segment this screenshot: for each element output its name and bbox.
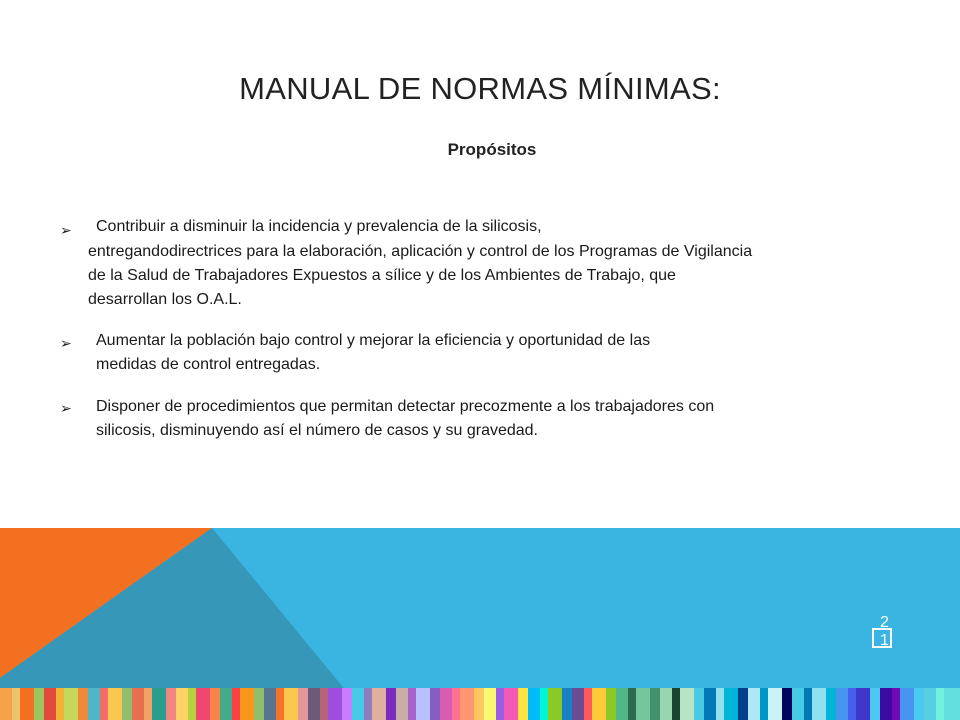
bullet-line: Aumentar la población bajo control y mejorar la eficiencia y oportunidad de las bbox=[96, 332, 651, 349]
arrow-bullet-icon: ➢ bbox=[60, 400, 72, 416]
arrow-bullet-icon: ➢ bbox=[60, 222, 72, 238]
bullet-line: de la Salud de Trabajadores Expuestos a sílice y de los Ambientes de Trabajo, que bbox=[88, 267, 676, 284]
bullet-line: Contribuir a disminuir la incidencia y prevalencia de la silicosis, bbox=[96, 218, 542, 235]
footer-decoration bbox=[0, 528, 960, 720]
slide-subtitle: Propósitos bbox=[447, 140, 537, 159]
bullet-line: medidas de control entregadas. bbox=[96, 356, 321, 373]
slide-number-top: 2 bbox=[880, 614, 889, 631]
footer-color-stripes bbox=[0, 688, 960, 720]
bullet-line: desarrollan los O.A.L. bbox=[88, 291, 242, 308]
bullet-line: silicosis, disminuyendo así el número de casos y su gravedad. bbox=[96, 422, 538, 439]
slide-title: MANUAL DE NORMAS MÍNIMAS: bbox=[239, 70, 721, 106]
slide-number bbox=[872, 614, 898, 652]
bullet-line: Disponer de procedimientos que permitan detectar precozmente a los trabajadores con bbox=[96, 398, 715, 415]
bullet-line: entregandodirectrices para la elaboración, aplicación y control de los Programas de Vigilancia bbox=[88, 243, 753, 260]
arrow-bullet-icon: ➢ bbox=[60, 335, 72, 351]
slide-number-bottom: 1 bbox=[880, 632, 889, 649]
